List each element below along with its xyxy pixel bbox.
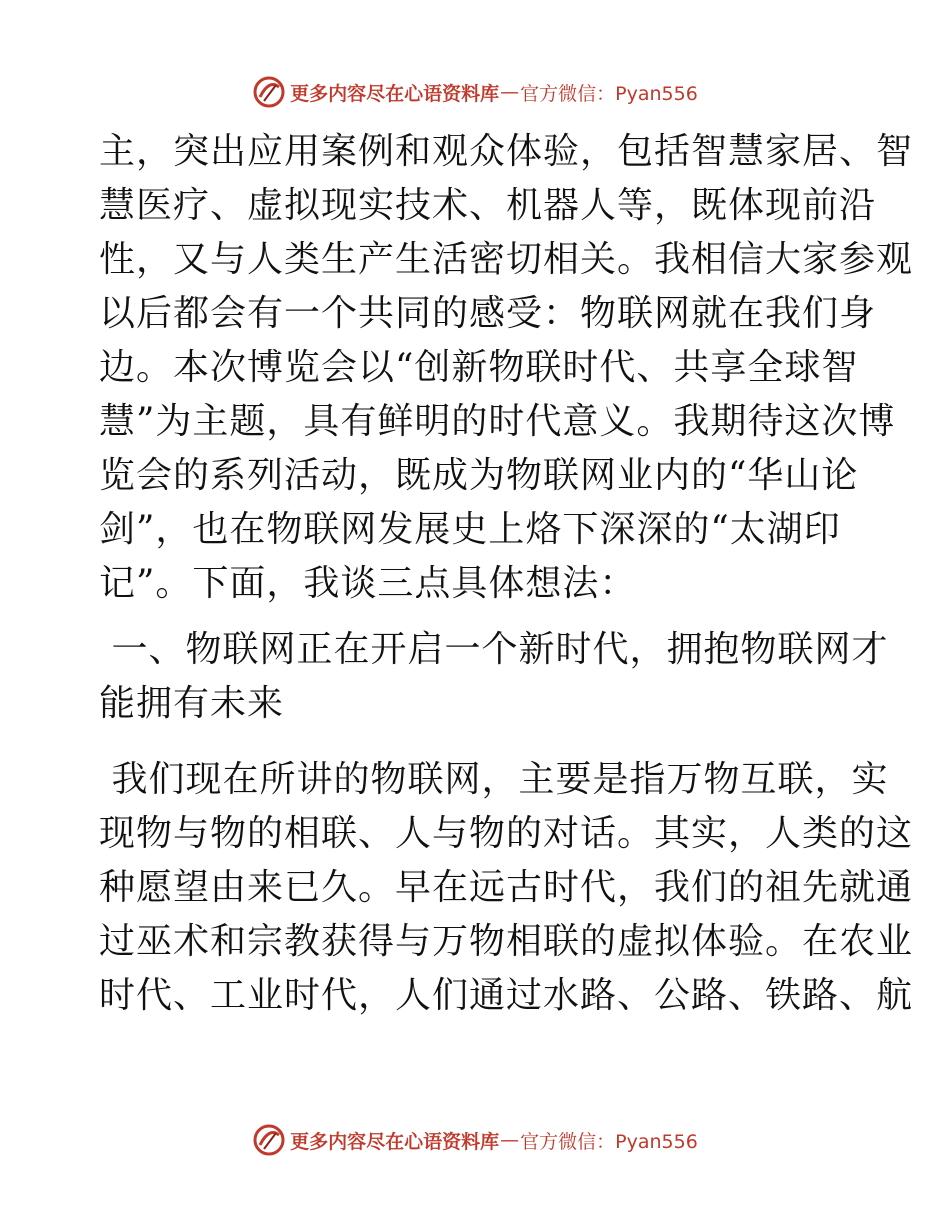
text-line: 现物与物的相联、人与物的对话。其实，人类的这 <box>99 813 914 854</box>
text-line: 主，突出应用案例和观众体验，包括智慧家居、智 <box>99 131 914 172</box>
text-line: 慧”为主题，具有鲜明的时代意义。我期待这次博 <box>99 401 896 442</box>
brand-logo-icon <box>252 75 286 109</box>
text-line: 览会的系列活动，既成为物联网业内的“华山论 <box>99 455 859 496</box>
text-line: 剑”，也在物联网发展史上烙下深深的“太湖印 <box>99 509 841 550</box>
banner-wechat-text: 官方微信：Pyan556 <box>520 82 698 105</box>
brand-logo-icon <box>252 1123 286 1157</box>
banner-wechat-text: 官方微信：Pyan556 <box>520 1130 698 1153</box>
banner-separator: — <box>500 81 520 103</box>
paragraph-2 <box>99 753 914 1023</box>
document-body <box>99 125 914 1023</box>
banner-brand-text: 更多内容尽在心语资料库 <box>290 82 500 105</box>
banner-separator: — <box>500 1129 520 1151</box>
heading-line: 能拥有未来 <box>99 683 285 724</box>
text-line: 种愿望由来已久。早在远古时代，我们的祖先就通 <box>99 867 914 908</box>
text-line: 边。本次博览会以“创新物联时代、共享全球智 <box>99 347 859 388</box>
header-banner <box>0 72 950 112</box>
heading-line: 一、物联网正在开启一个新时代，拥抱物联网才 <box>99 629 889 670</box>
section-heading-1 <box>99 623 889 731</box>
text-line: 我们现在所讲的物联网，主要是指万物互联，实 <box>99 759 889 800</box>
text-line: 以后都会有一个共同的感受：物联网就在我们身 <box>99 293 877 334</box>
footer-banner <box>0 1120 950 1160</box>
text-line: 记”。下面，我谈三点具体想法： <box>99 563 637 604</box>
text-line: 慧医疗、虚拟现实技术、机器人等，既体现前沿 <box>99 185 877 226</box>
text-line: 时代、工业时代，人们通过水路、公路、铁路、航 <box>99 975 914 1016</box>
text-line: 性，又与人类生产生活密切相关。我相信大家参观 <box>99 239 914 280</box>
banner-brand-text: 更多内容尽在心语资料库 <box>290 1130 500 1153</box>
text-line: 过巫术和宗教获得与万物相联的虚拟体验。在农业 <box>99 921 914 962</box>
paragraph-1 <box>99 125 914 611</box>
